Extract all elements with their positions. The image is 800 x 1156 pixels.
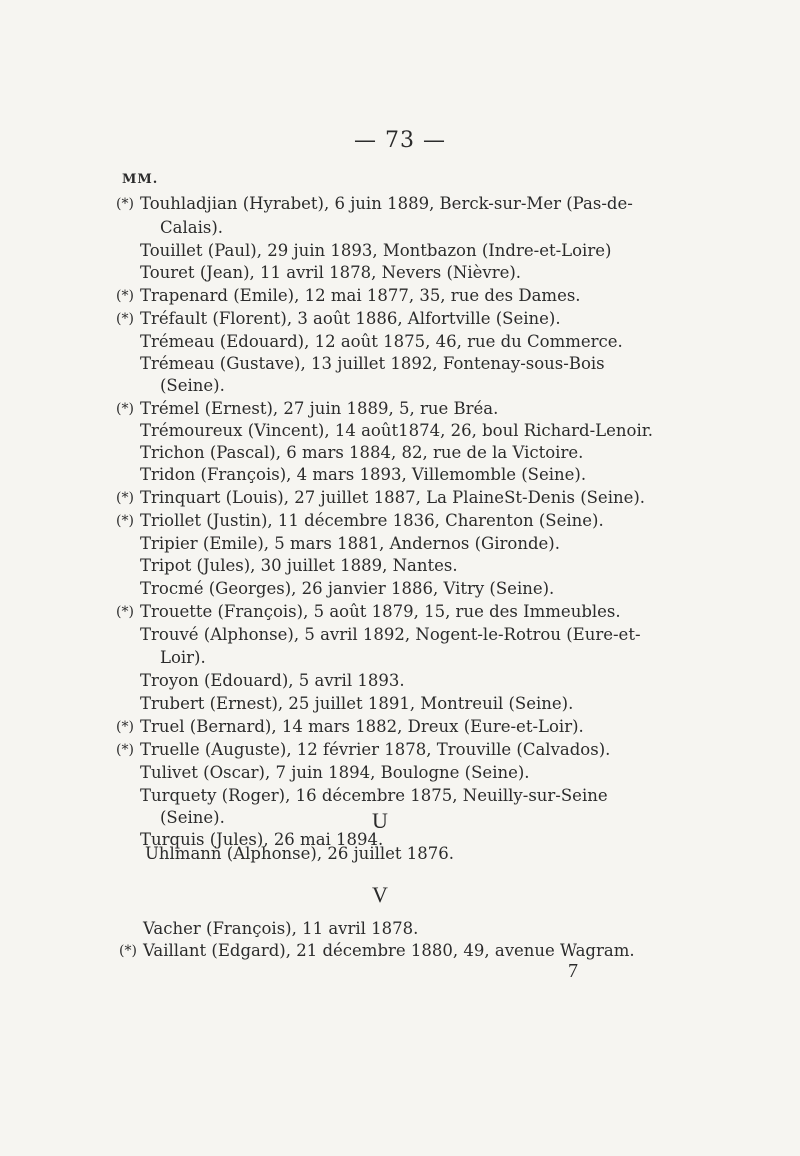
entry-line: Turquis (Jules), 26 mai 1894.	[140, 830, 384, 849]
entry-line: Triollet (Justin), 11 décembre 1836, Charenton (Seine).	[140, 511, 604, 530]
entry-line: Trinquart (Louis), 27 juillet 1887, La PlaineSt-Denis (Seine).	[140, 488, 646, 507]
signature-mark: 7	[568, 960, 578, 982]
entry-line: Trapenard (Emile), 12 mai 1877, 35, rue des Dames.	[140, 286, 581, 305]
entry-line: Uhlmann (Alphonse), 26 juillet 1876.	[145, 844, 455, 863]
section-heading-v: V	[372, 882, 388, 907]
entry-line: Touhladjian (Hyrabet), 6 juin 1889, Berck-sur-Mer (Pas-de-	[140, 194, 633, 213]
entry-line: (Seine).	[160, 808, 225, 827]
entry-marker: (*)	[116, 196, 134, 212]
entry-line: Vacher (François), 11 avril 1878.	[143, 919, 419, 938]
entry-line: Touillet (Paul), 29 juin 1893, Montbazon (Indre-et-Loire)	[140, 241, 612, 260]
entry-line: Trémel (Ernest), 27 juin 1889, 5, rue Bréa.	[140, 399, 499, 418]
section-heading-u: U	[372, 808, 388, 833]
entry-marker: (*)	[119, 943, 137, 959]
entry-line: Trichon (Pascal), 6 mars 1884, 82, rue de la Victoire.	[140, 443, 584, 462]
entry-line: Troyon (Edouard), 5 avril 1893.	[140, 671, 405, 690]
entry-line: Trémeau (Gustave), 13 juillet 1892, Fontenay-sous-Bois	[140, 354, 605, 373]
page-number: — 73 —	[354, 128, 446, 153]
entry-line: Touret (Jean), 11 avril 1878, Nevers (Nièvre).	[140, 263, 522, 282]
entry-line: Trémoureux (Vincent), 14 août1874, 26, boul Richard-Lenoir.	[140, 421, 654, 440]
entry-line: Trubert (Ernest), 25 juillet 1891, Montreuil (Seine).	[140, 694, 574, 713]
entry-line: Tripier (Emile), 5 mars 1881, Andernos (Gironde).	[140, 534, 560, 553]
entry-line: Calais).	[160, 218, 224, 237]
entry-line: Tripot (Jules), 30 juillet 1889, Nantes.	[140, 556, 458, 575]
honorific-prefix: MM.	[122, 172, 159, 187]
entry-line: Tridon (François), 4 mars 1893, Villemomble (Seine).	[140, 465, 587, 484]
entry-marker: (*)	[116, 490, 134, 506]
entry-line: Trémeau (Edouard), 12 août 1875, 46, rue du Commerce.	[140, 332, 623, 351]
entry-marker: (*)	[116, 513, 134, 529]
entry-line: Vaillant (Edgard), 21 décembre 1880, 49, avenue Wagram.	[143, 941, 635, 960]
entry-marker: (*)	[116, 401, 134, 417]
entry-line: Tréfault (Florent), 3 août 1886, Alfortville (Seine).	[140, 309, 561, 328]
entry-marker: (*)	[116, 288, 134, 304]
entry-line: Turquety (Roger), 16 décembre 1875, Neuilly-sur-Seine	[140, 786, 608, 805]
entry-line: Tulivet (Oscar), 7 juin 1894, Boulogne (Seine).	[140, 763, 530, 782]
entry-line: Trouvé (Alphonse), 5 avril 1892, Nogent-le-Rotrou (Eure-et-	[140, 625, 641, 644]
entry-line: Loir).	[160, 648, 206, 667]
entry-marker: (*)	[116, 742, 134, 758]
entry-line: Truelle (Auguste), 12 février 1878, Trouville (Calvados).	[140, 740, 611, 759]
entry-line: Truel (Bernard), 14 mars 1882, Dreux (Eure-et-Loir).	[140, 717, 584, 736]
entry-marker: (*)	[116, 311, 134, 327]
entry-marker: (*)	[116, 719, 134, 735]
entry-line: (Seine).	[160, 376, 225, 395]
entry-marker: (*)	[116, 604, 134, 620]
entry-line: Trocmé (Georges), 26 janvier 1886, Vitry (Seine).	[140, 579, 555, 598]
entry-line: Trouette (François), 5 août 1879, 15, rue des Immeubles.	[140, 602, 621, 621]
